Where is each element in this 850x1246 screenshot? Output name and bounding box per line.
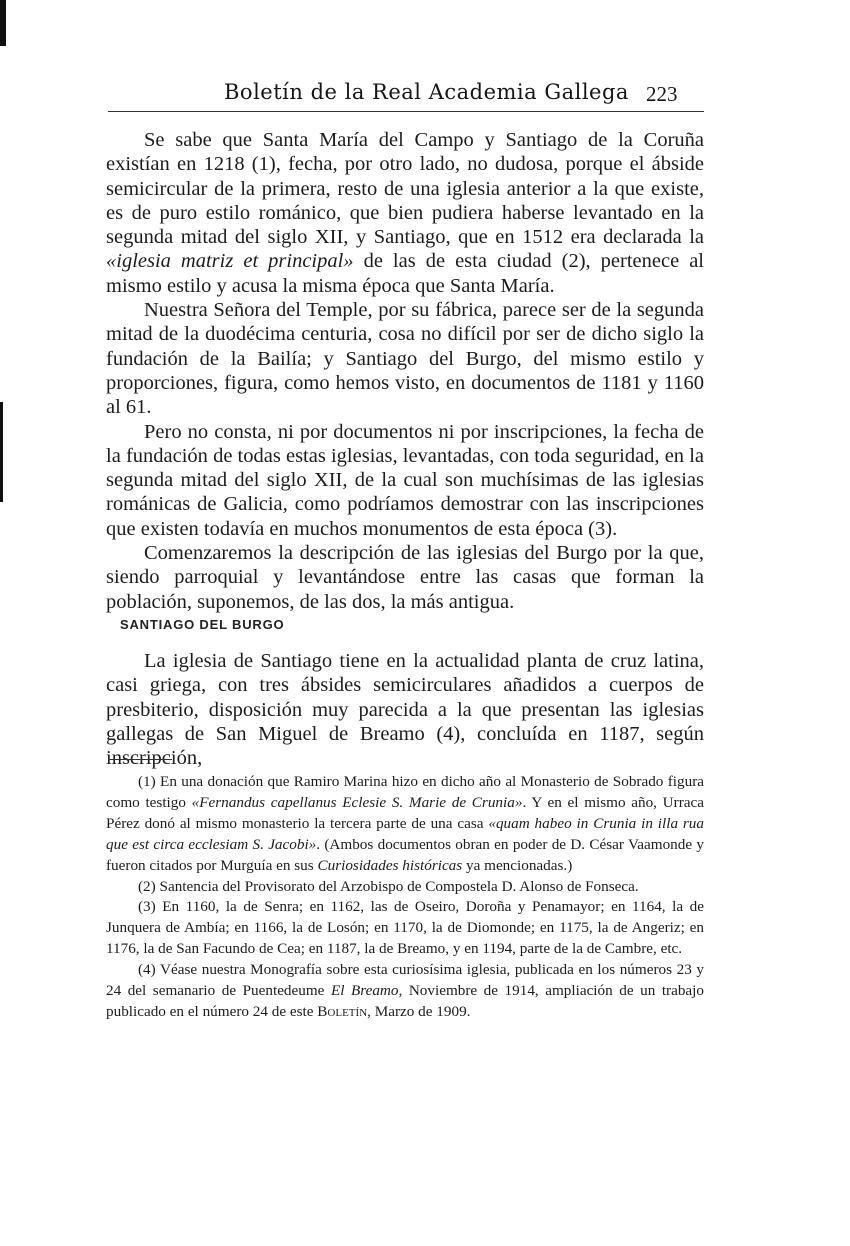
paragraph [106, 128, 704, 298]
section-text [106, 649, 704, 770]
header-rule [108, 111, 704, 112]
paragraph: La iglesia de Santiago tiene en la actualidad planta de cruz latina, casi griega, con tres ábsides semicirculares añadidos a cuerpos de presbiterio, disposición muy parecida a la que presentan las iglesias gallegas de San Miguel de Breamo (4), concluída en 1187, según inscripción, [106, 650, 704, 770]
footnote: (2) Santencia del Provisorato del Arzobispo de Compostela D. Alonso de Fonseca. [138, 877, 639, 895]
footnote: (4) Véase nuestra Monografía sobre esta curiosísima iglesia, publicada en los números 23 y 24 del semanario de Puentedeume El Breamo, Noviembre de 1914, ampliación de un trabajo publicado en el número 24 de este Boletín, Marzo de 1909. [106, 961, 704, 1020]
scan-edge-mark [0, 402, 3, 502]
footnotes [106, 772, 704, 1023]
section-heading: SANTIAGO DEL BURGO [120, 617, 285, 632]
page-number: 223 [646, 82, 678, 106]
footnote-rule [108, 759, 172, 760]
paragraph: Nuestra Señora del Temple, por su fábrica, parece ser de la segunda mitad de la duodécima centuria, cosa no difícil por ser de dicho siglo la fundación de la Bailía; y Santiago del Burgo, del mismo estilo y proporciones, figura, como hemos visto, en documentos de 1181 y 1160 al 61. [106, 299, 704, 419]
running-header-title: Boletín de la Real Academia Gallega [224, 80, 629, 104]
quoted-phrase: «iglesia matriz et principal» [106, 250, 354, 273]
paragraph: Pero no consta, ni por documentos ni por inscripciones, la fecha de la fundación de todas estas iglesias, levantadas, con toda seguridad, en la segunda mitad del siglo XII, de la cual son muchísimas de las iglesias románicas de Galicia, como podríamos demostrar con las inscripciones que existen todavía en muchos monumentos de esta época (3). [106, 420, 704, 540]
footnote: (3) En 1160, la de Senra; en 1162, las de Oseiro, Doroña y Penamayor; en 1164, la de Junquera de Ambía; en 1166, la de Losón; en 1170, la de Diomonde; en 1175, la de Angeriz; en 1176, la de San Facundo de Cea; en 1187, la de Breamo, y en 1194, parte de la de Cambre, etc. [106, 898, 704, 958]
paragraph: Comenzaremos la descripción de las iglesias del Burgo por la que, siendo parroquial y levantándose entre las casas que forman la población, suponemos, de las dos, la más antigua. [106, 542, 704, 613]
paragraph-text: Se sabe que Santa María del Campo y Santiago de la Coruña existían en 1218 (1), fecha, por otro lado, no dudosa, porque el ábside semicircular de la primera, resto de una iglesia anterior a la que existe, es de puro estilo románico, que bien pudiera haberse levantado en la segunda mitad del siglo XII, y Santiago, que en 1512 era declarada la [106, 129, 704, 249]
footnote: (1) En una donación que Ramiro Marina hizo en dicho año al Monasterio de Sobrado figura como testigo «Fernandus capellanus Eclesie S. Marie de Crunia». Y en el mismo año, Urraca Pérez donó al mismo monasterio la tercera parte de una casa «quam habeo in Crunia in illa rua que est circa ecclesiam S. Jacobi». (Ambos documentos obran en poder de D. César Vaamonde y fueron citados por Murguía en sus Curiosidades históricas ya mencionadas.) [106, 773, 704, 874]
paragraph-text: de las de esta ciudad (2), pertenece al mismo estilo y acusa la misma época que Santa María. [106, 250, 704, 297]
main-text [106, 128, 704, 614]
scan-edge-mark [0, 0, 6, 46]
